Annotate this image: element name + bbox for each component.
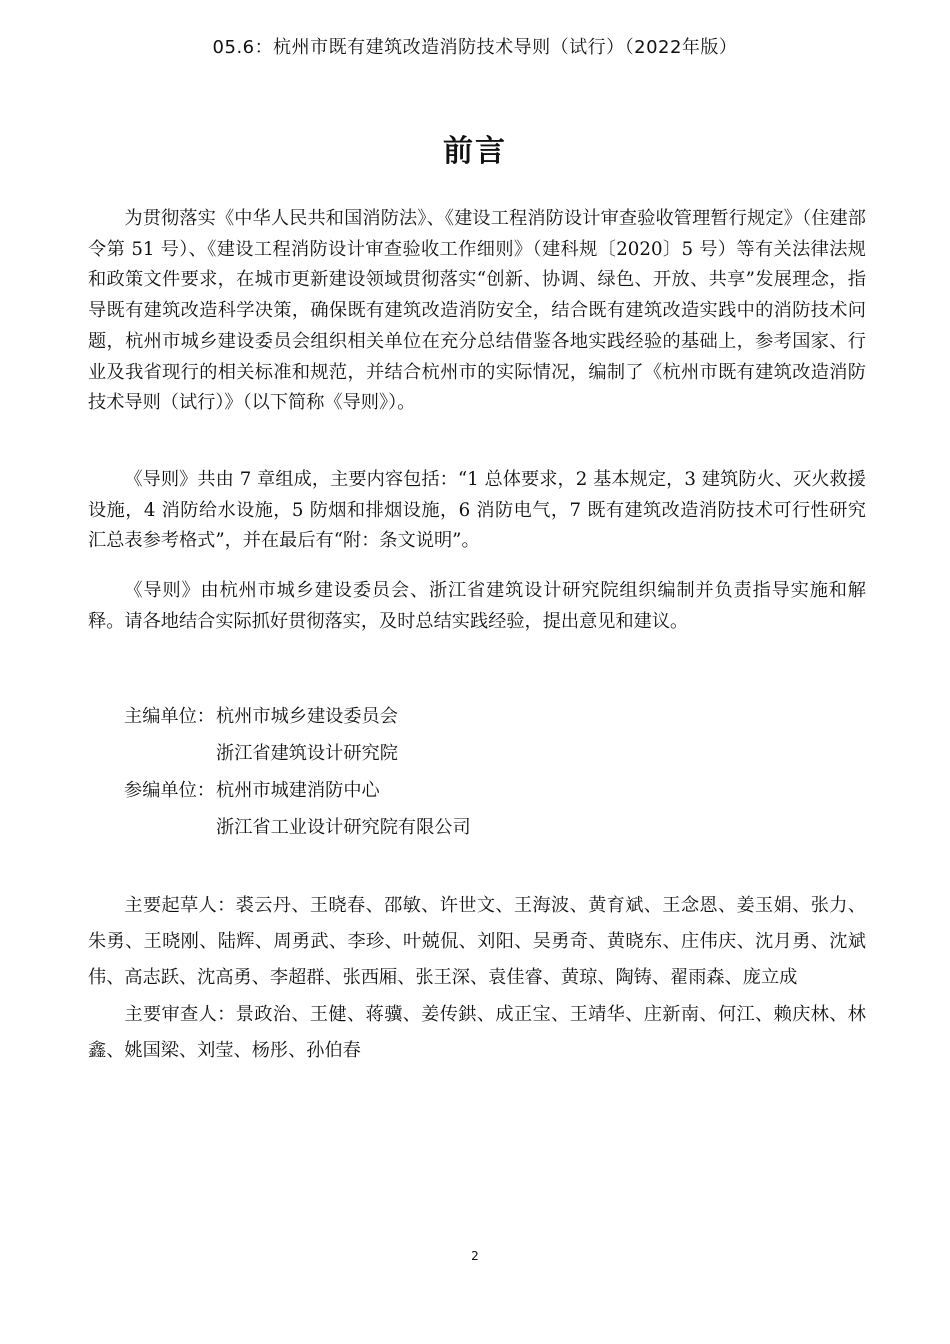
page-title: 前言 <box>443 134 507 169</box>
paragraph-text: 为贯彻落实《中华人民共和国消防法》、《建设工程消防设计审查验收管理暂行规定》（住建部令第 51 号）、《建设工程消防设计审查验收工作细则》（建科规〔2020〕5 号）等有关法律法规和政策文件要求，在城市更新建设领域贯彻落实“创新、协调、绿色、开放、共享”发展理念，指导既有建筑改造科学决策，确保既有建筑改造消防安全，结合既有建筑改造实践中的消防技术问题，杭州市城乡建设委员会组织相关单位在充分总结借鉴各地实践经验的基础上，参考国家、行业及我省现行的相关标准和规范，并结合杭州市的实际情况，编制了《杭州市既有建筑改造消防技术导则（试行）》（以下简称《导则》）。 <box>88 208 866 414</box>
participating-editor-label: 参编单位： <box>124 780 215 801</box>
paragraph-text: 《导则》由杭州市城乡建设委员会、浙江省建筑设计研究院组织编制并负责指导实施和解释。请各地结合实际抓好贯彻落实，及时总结实践经验，提出意见和建议。 <box>88 580 866 632</box>
participating-editor-unit-1: 杭州市城建消防中心 <box>216 780 380 801</box>
page-number: 2 <box>471 1249 479 1263</box>
chief-editor-unit-1: 杭州市城乡建设委员会 <box>216 706 398 727</box>
chief-editor-label: 主编单位： <box>124 706 215 727</box>
preface-paragraph-3 <box>88 576 866 637</box>
preface-paragraph-2 <box>88 465 866 557</box>
chief-editor-unit-2: 浙江省建筑设计研究院 <box>216 743 398 764</box>
main-reviewers: 主要审查人：景政治、王健、蒋骥、姜传鉷、成正宝、王靖华、庄新南、何江、赖庆林、林鑫、姚国梁、刘莹、杨彤、孙伯春 <box>88 1004 866 1061</box>
preface-paragraph-1 <box>88 204 866 419</box>
paragraph-text: 《导则》共由 7 章组成，主要内容包括：“1 总体要求，2 基本规定，3 建筑防火、灭火救援设施，4 消防给水设施，5 防烟和排烟设施，6 消防电气，7 既有建筑改造消防技术可行性研究汇总表参考格式”，并在最后有“附：条文说明”。 <box>88 469 866 552</box>
document-header: 05.6：杭州市既有建筑改造消防技术导则（试行）（2022年版） <box>212 37 738 58</box>
participating-editor-unit-2: 浙江省工业设计研究院有限公司 <box>216 817 471 838</box>
main-drafters: 主要起草人：裘云丹、王晓春、邵敏、许世文、王海波、黄育斌、王念恩、姜玉娟、张力、朱勇、王晓刚、陆辉、周勇武、李珍、叶兢侃、刘阳、吴勇奇、黄晓东、庄伟庆、沈月勇、沈斌伟、高志跃、沈高勇、李超群、张西厢、张王深、袁佳睿、黄琼、陶铸、翟雨森、庞立成 <box>88 895 866 988</box>
